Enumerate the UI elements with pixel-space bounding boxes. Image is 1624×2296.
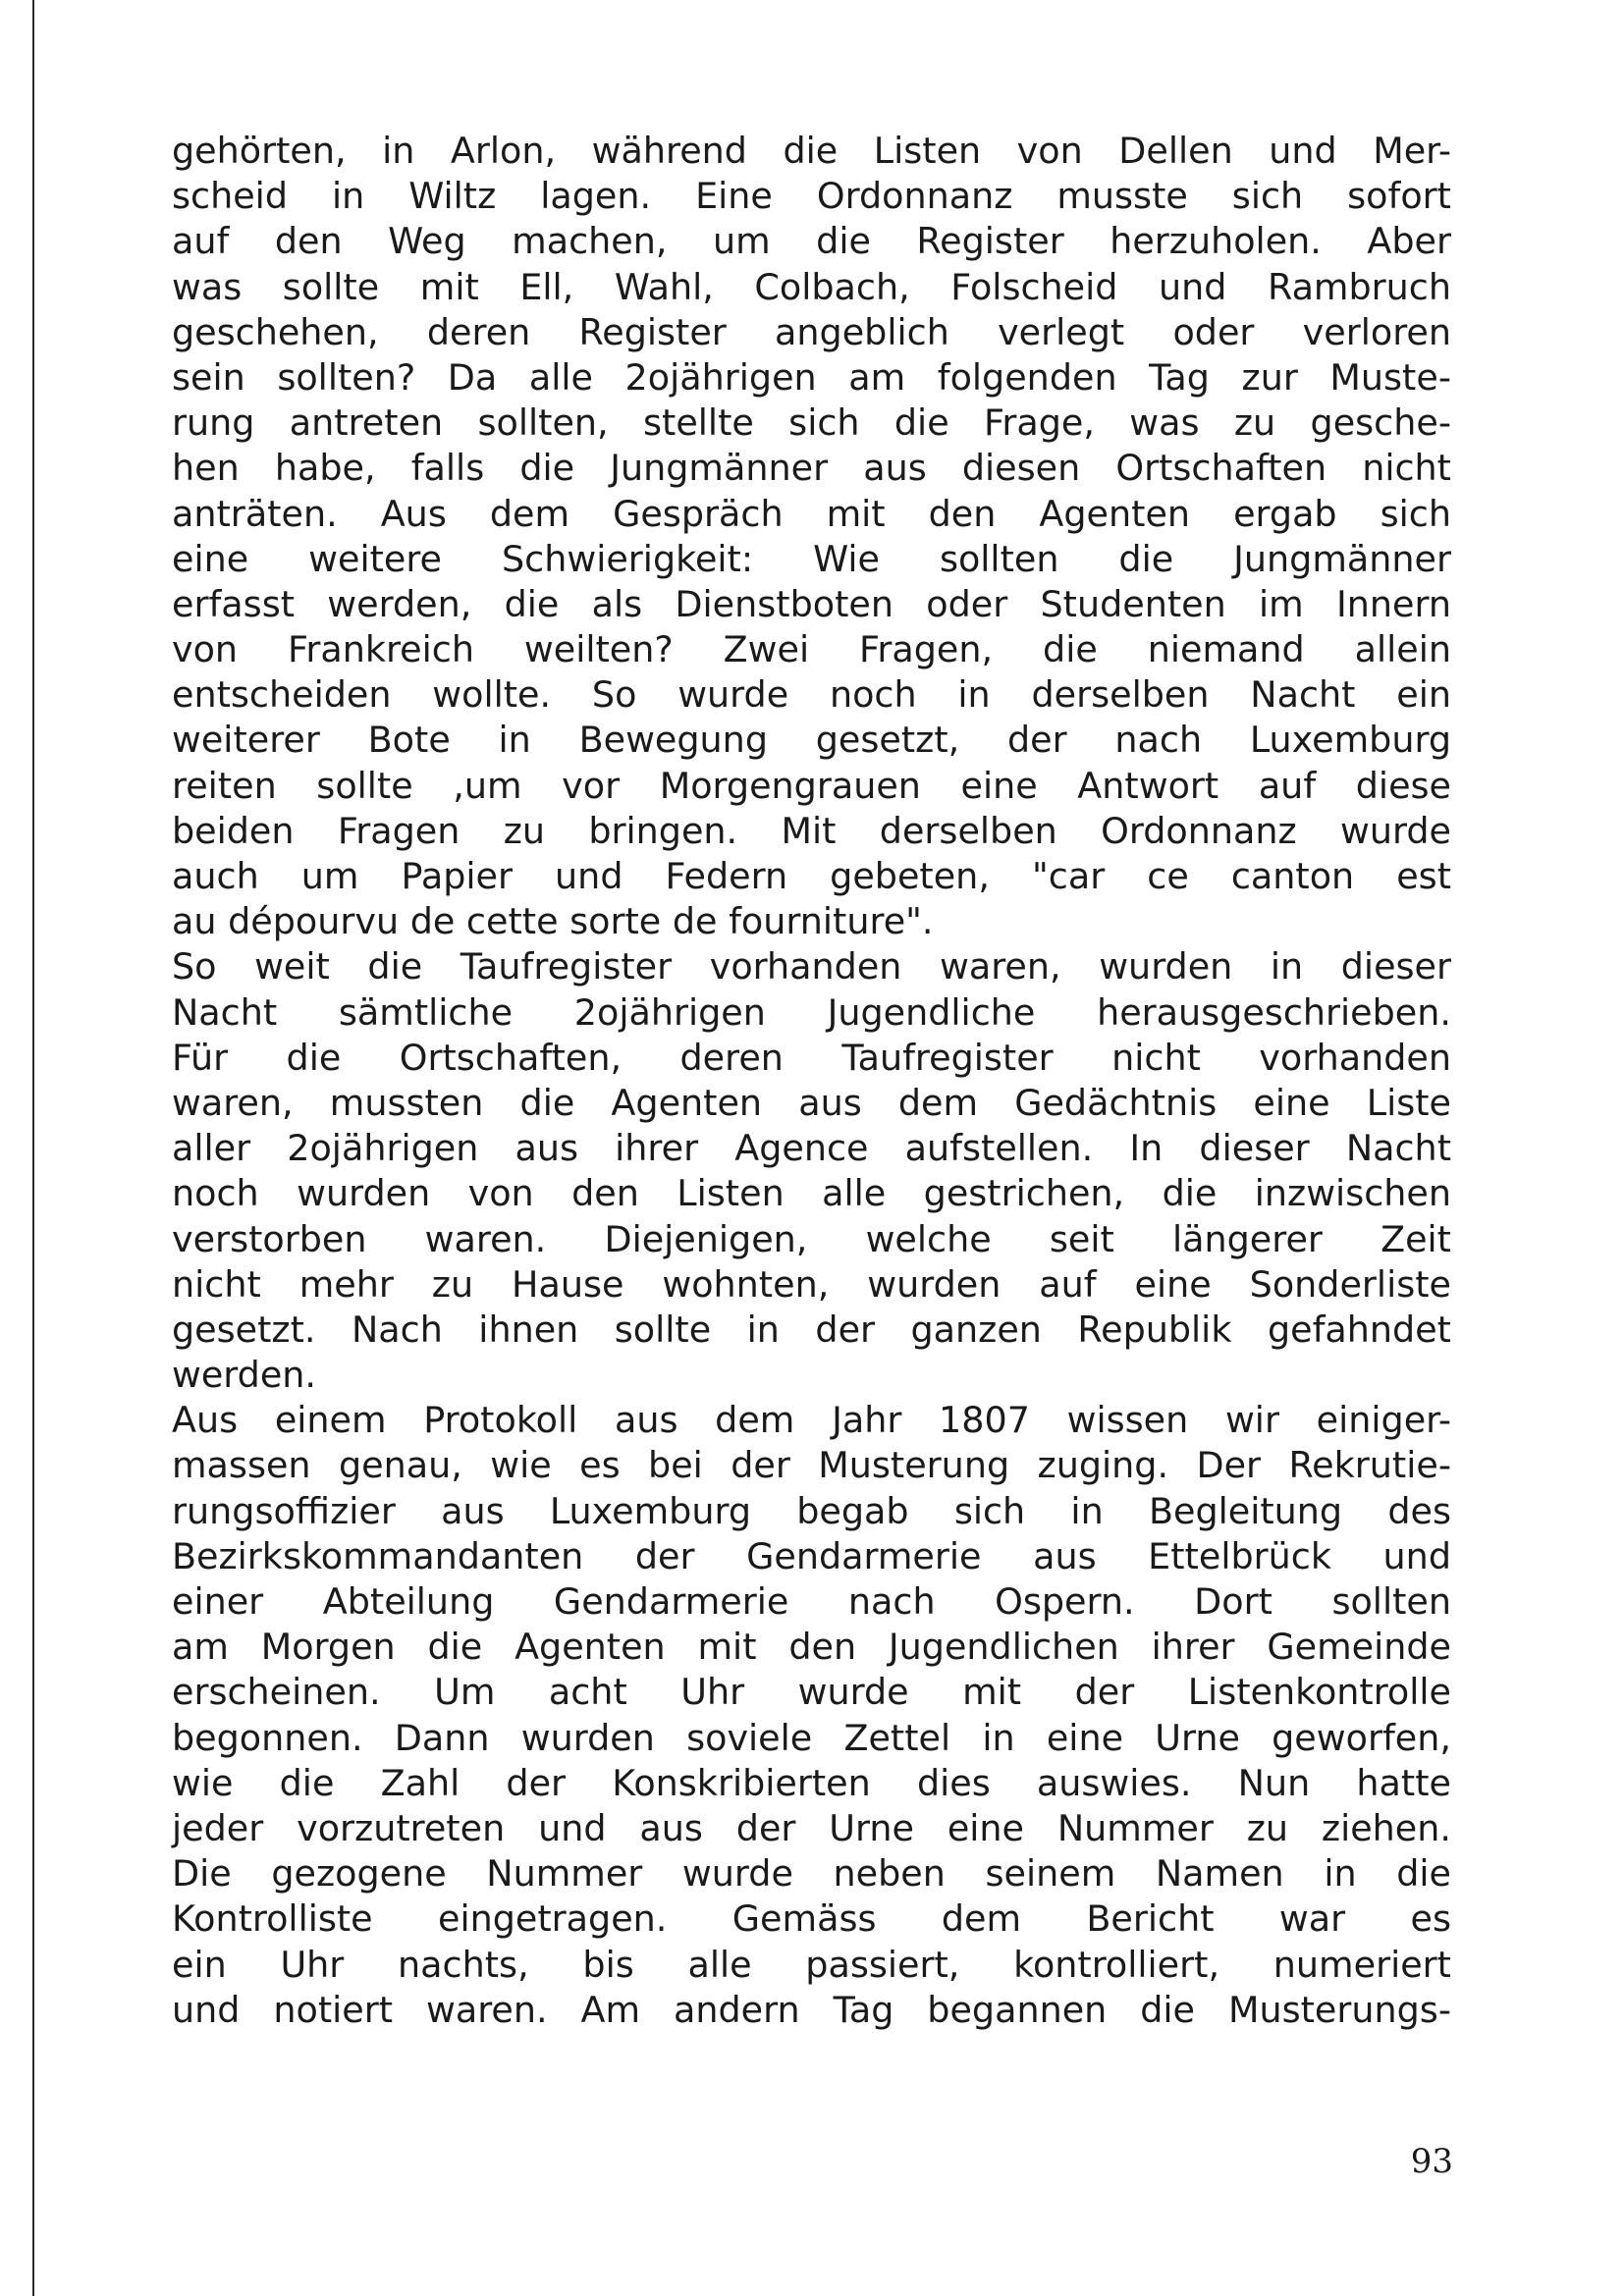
text-line: Kontrolliste eingetragen. Gemäss dem Bericht war es: [172, 1897, 1451, 1941]
text-line: erfasst werden, die als Dienstboten oder Studenten im Innern: [172, 582, 1451, 625]
text-line: Die gezogene Nummer wurde neben seinem Namen in die: [172, 1852, 1451, 1896]
text-line: gehörten, in Arlon, während die Listen von Dellen und Mer-: [172, 130, 1451, 172]
text-line: rung antreten sollten, stellte sich die Frage, was zu gesche-: [172, 401, 1451, 445]
text-line: einer Abteilung Gendarmerie nach Ospern. Dort sollten: [172, 1580, 1451, 1623]
text-line: von Frankreich weilten? Zwei Fragen, die niemand allein: [172, 628, 1451, 671]
text-line: Nacht sämtliche 2ojährigen Jugendliche herausgeschrieben.: [172, 990, 1451, 1034]
text-line: anträten. Aus dem Gespräch mit den Agenten ergab sich: [172, 492, 1451, 535]
text-line: nicht mehr zu Hause wohnten, wurden auf eine Sonderliste: [172, 1262, 1451, 1306]
page-edge-line: [32, 0, 34, 2296]
text-line: So weit die Taufregister vorhanden waren, wurden in dieser: [172, 945, 1451, 988]
text-line: geschehen, deren Register angeblich verlegt oder verloren: [172, 310, 1451, 353]
text-line: waren, mussten die Agenten aus dem Gedächtnis eine Liste: [172, 1081, 1451, 1124]
page-number: 93: [1410, 2142, 1453, 2181]
text-line: jeder vorzutreten und aus der Urne eine Nummer zu ziehen.: [172, 1806, 1451, 1849]
text-line: hen habe, falls die Jungmänner aus diesen Ortschaften nicht: [172, 447, 1451, 490]
text-line: verstorben waren. Diejenigen, welche seit längerer Zeit: [172, 1217, 1451, 1260]
text-line: weiterer Bote in Bewegung gesetzt, der nach Luxemburg: [172, 719, 1451, 762]
text-line: beiden Fragen zu bringen. Mit derselben Ordonnanz wurde: [172, 809, 1451, 852]
text-line: werden.: [172, 1354, 317, 1397]
text-line: was sollte mit Ell, Wahl, Colbach, Folscheid und Rambruch: [172, 265, 1451, 308]
text-line: massen genau, wie es bei der Musterung zuging. Der Rekrutie-: [172, 1444, 1451, 1487]
text-line: am Morgen die Agenten mit den Jugendlichen ihrer Gemeinde: [172, 1626, 1451, 1669]
text-line: sein sollten? Da alle 2ojährigen am folgenden Tag zur Muste-: [172, 355, 1451, 399]
text-line: reiten sollte ,um vor Morgengrauen eine Antwort auf diese: [172, 764, 1451, 807]
text-line: noch wurden von den Listen alle gestrichen, die inzwischen: [172, 1172, 1451, 1215]
text-line: auch um Papier und Federn gebeten, "car ce canton est: [172, 855, 1451, 897]
text-line: scheid in Wiltz lagen. Eine Ordonnanz musste sich sofort: [172, 175, 1451, 218]
text-line: aller 2ojährigen aus ihrer Agence aufstellen. In dieser Nacht: [172, 1127, 1451, 1170]
text-line: erscheinen. Um acht Uhr wurde mit der Listenkontrolle: [172, 1671, 1451, 1714]
text-line: au dépourvu de cette sorte de fourniture".: [172, 900, 934, 943]
body-text: [172, 129, 1451, 2033]
text-line: entscheiden wollte. So wurde noch in derselben Nacht ein: [172, 673, 1451, 717]
text-line: Für die Ortschaften, deren Taufregister nicht vorhanden: [172, 1036, 1451, 1079]
text-line: begonnen. Dann wurden soviele Zettel in eine Urne geworfen,: [172, 1716, 1451, 1759]
text-line: und notiert waren. Am andern Tag begannen die Musterungs-: [172, 1988, 1451, 2031]
text-line: Aus einem Protokoll aus dem Jahr 1807 wissen wir einiger-: [172, 1399, 1451, 1442]
text-line: auf den Weg machen, um die Register herzuholen. Aber: [172, 220, 1451, 263]
text-line: eine weitere Schwierigkeit: Wie sollten die Jungmänner: [172, 537, 1451, 580]
text-line: rungsoffizier aus Luxemburg begab sich in Begleitung des: [172, 1489, 1451, 1532]
text-line: gesetzt. Nach ihnen sollte in der ganzen Republik gefahndet: [172, 1308, 1451, 1351]
text-line: wie die Zahl der Konskribierten dies auswies. Nun hatte: [172, 1761, 1451, 1804]
text-line: ein Uhr nachts, bis alle passiert, kontrolliert, numeriert: [172, 1943, 1451, 1986]
text-line: Bezirkskommandanten der Gendarmerie aus Ettelbrück und: [172, 1534, 1451, 1577]
